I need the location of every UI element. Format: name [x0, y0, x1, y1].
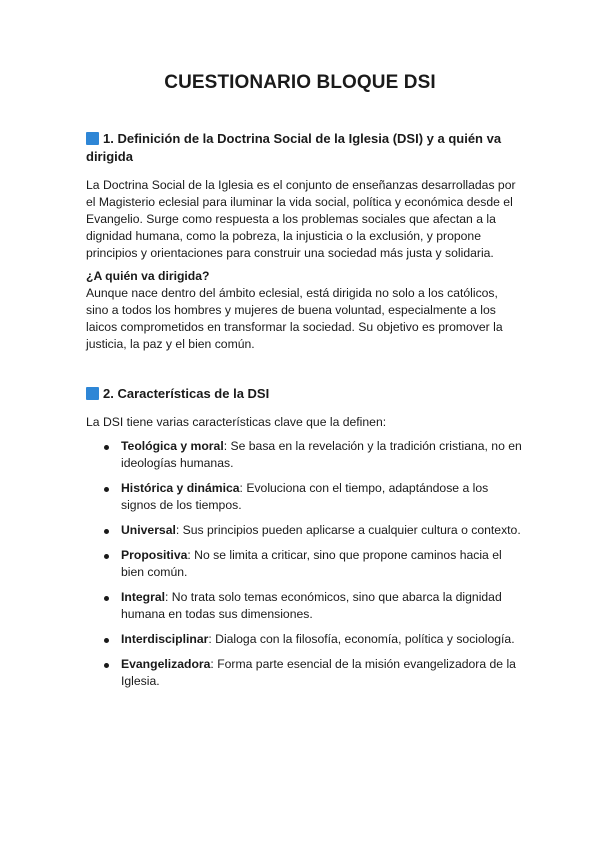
list-item	[86, 480, 526, 514]
characteristics-list	[86, 438, 526, 698]
list-item	[86, 438, 526, 472]
list-item	[86, 589, 526, 623]
list-item-desc: : Se basa en la revelación y la tradición cristiana, no en ideologías humanas.	[121, 439, 522, 470]
bullet-icon	[104, 487, 109, 492]
bullet-icon	[104, 529, 109, 534]
section-2-heading	[86, 385, 526, 403]
bullet-icon	[104, 663, 109, 668]
list-item-term: Histórica y dinámica	[121, 481, 240, 495]
section-2-intro: La DSI tiene varias características clave que la definen:	[86, 415, 387, 429]
bullet-icon	[104, 638, 109, 643]
list-item-desc: : No se limita a criticar, sino que propone caminos hacia el bien común.	[121, 548, 502, 579]
section-2-heading-text: 2. Características de la DSI	[103, 386, 270, 401]
list-item-desc: : No trata solo temas económicos, sino que abarca la dignidad humana en todas sus dimensiones.	[121, 590, 502, 621]
list-item	[86, 631, 526, 648]
list-item-term: Interdisciplinar	[121, 632, 209, 646]
section-1-subparagraph: Aunque nace dentro del ámbito eclesial, está dirigida no solo a los católicos, sino a todos los hombres y mujeres de buena voluntad, especialmente a los laicos comprometidos en transformar la sociedad. Su objetivo es promover la justicia, la paz y el bien común.	[86, 286, 503, 351]
list-item-desc: : Dialoga con la filosofía, economía, política y sociología.	[208, 632, 515, 646]
list-item-desc: : Evoluciona con el tiempo, adaptándose a los signos de los tiempos.	[121, 481, 489, 512]
bullet-icon	[104, 596, 109, 601]
list-item	[86, 656, 526, 690]
list-item-desc: : Sus principios pueden aplicarse a cualquier cultura o contexto.	[175, 523, 521, 537]
list-item-term: Propositiva	[121, 548, 188, 562]
blue-square-icon	[86, 132, 99, 145]
list-item-term: Integral	[121, 590, 166, 604]
bullet-icon	[104, 554, 109, 559]
list-item	[86, 522, 526, 539]
bullet-icon	[104, 445, 109, 450]
section-1-paragraph: La Doctrina Social de la Iglesia es el conjunto de enseñanzas desarrolladas por el Magisterio eclesial para iluminar la vida social, política y económica desde el Evangelio. Surge como respuesta a los problemas sociales que afectan a la dignidad humana, como la pobreza, la injusticia o la exclusión, y propone principios y orientaciones para construir una sociedad más justa y solidaria.	[86, 178, 516, 260]
section-1-heading	[86, 130, 526, 166]
list-item-term: Evangelizadora	[121, 657, 211, 671]
list-item-term: Universal	[121, 523, 176, 537]
section-1-heading-text: 1. Definición de la Doctrina Social de la Iglesia (DSI) y a quién va dirigida	[86, 131, 502, 164]
list-item-desc: : Forma parte esencial de la misión evangelizadora de la Iglesia.	[121, 657, 516, 688]
list-item-term: Teológica y moral	[121, 439, 224, 453]
section-1-subheading: ¿A quién va dirigida?	[86, 269, 210, 283]
list-item	[86, 547, 526, 581]
blue-square-icon	[86, 387, 99, 400]
document-title: CUESTIONARIO BLOQUE DSI	[164, 72, 436, 93]
